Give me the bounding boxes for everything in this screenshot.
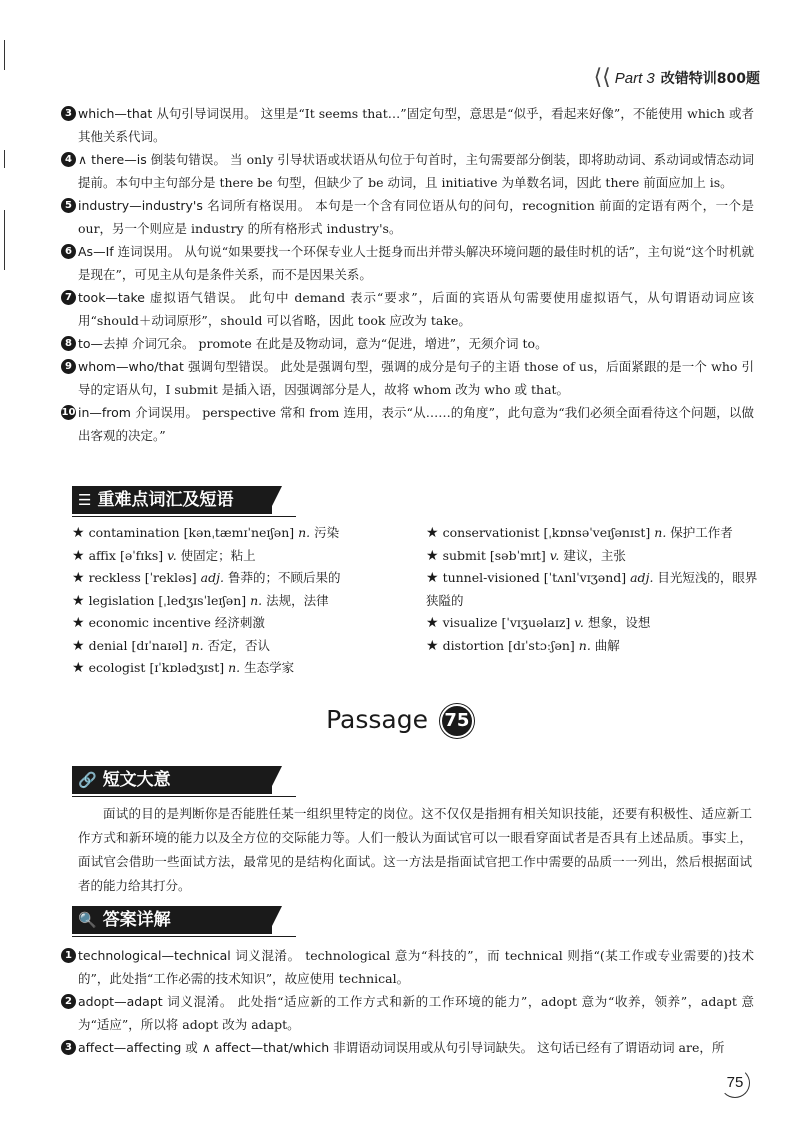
passage-number-badge: 75 — [440, 704, 474, 738]
vocab-entry: ★ contamination [kənˌtæmɪˈneɪʃən] n. 污染 — [72, 525, 340, 541]
star-icon: ★ — [72, 660, 85, 676]
passage-label: Passage — [326, 705, 428, 734]
answer-head: which—that 从句引导词误用。 — [78, 106, 257, 121]
vocab-entry: ★ distortion [dɪˈstɔːʃən] n. 曲解 — [426, 637, 620, 654]
vocab-entry: ★ legislation [ˌledʒɪsˈleɪʃən] n. 法规，法律 — [72, 592, 329, 609]
answer-body: 当 only 引导状语或状语从句位于句首时，主句需要部分倒装，即将助动词、系动词或情态动词提前。本句中主句部分是 there be 句型，但缺少了 be 动词，且 initiative 为单数名词，因此 there 前面应加上 is。 — [78, 152, 754, 190]
star-icon: ★ — [426, 637, 439, 654]
answer-head: affect—affecting 或 ∧ affect—that/which 非谓语动词误用或从句引导词缺失。 — [78, 1040, 534, 1055]
vocab-entry: ★ economic incentive 经济刺激 — [72, 615, 265, 631]
answer-number: 4 — [61, 152, 76, 167]
vocab-entry: ★ ecologist [ɪˈkɒlədʒɪst] n. 生态学家 — [72, 660, 295, 676]
answer-body: 从句说“如果要找一个环保专业人士挺身而出并带头解决环境问题的最佳时机的话”，主句说“这个时机就是现在”，可见主从句是条件关系，而不是因果关系。 — [78, 244, 755, 282]
answer-head: industry—industry's 名词所有格误用。 — [78, 198, 311, 213]
answer-item — [65, 240, 755, 286]
answer-number: 10 — [61, 407, 76, 418]
vocab-entry: ★ affix [əˈfɪks] v. 使固定；粘上 — [72, 547, 256, 564]
answer-number: 9 — [61, 359, 76, 374]
vocab-entry: ★ tunnel-visioned [ˈtʌnlˈvɪʒənd] adj. 目光短浅的，眼界狭隘的 — [426, 570, 758, 608]
answer-number: 8 — [61, 336, 76, 351]
answer-item — [65, 355, 754, 401]
vocab-entry: ★ conservationist [ˌkɒnsəˈveɪʃənɪst] n. 保护工作者 — [426, 525, 733, 541]
star-icon: ★ — [72, 547, 85, 564]
vocab-section-header — [72, 486, 286, 514]
margin-mark — [4, 150, 5, 168]
star-icon: ★ — [426, 547, 439, 564]
answer-body: 此处是强调句型，强调的成分是句子的主语 those of us，后面紧跟的是一个 who 引导的定语从句，I submit 是插入语，因强调部分是人，故将 whom 改为 who 或 that。 — [78, 359, 754, 397]
answer-item — [65, 194, 754, 240]
answer-item — [65, 1036, 754, 1059]
vocab-entry: ★ denial [dɪˈnaɪəl] n. 否定，否认 — [72, 637, 271, 654]
answer-body: perspective 常和 from 连用，表示“从……的角度”，此句意为“我们必须全面看待这个问题，以做出客观的决定。” — [78, 405, 754, 443]
answer-body: 这句话已经有了谓语动词 are，所 — [533, 1040, 725, 1055]
answers-section-title: 答案详解 — [102, 910, 171, 930]
answer-head: ∧ there—is 倒装句错误。 — [78, 152, 227, 167]
vocab-column-right — [426, 522, 762, 680]
star-icon: ★ — [72, 570, 85, 586]
answer-item — [61, 401, 754, 447]
answer-head: in—from 介词误用。 — [78, 405, 199, 420]
margin-mark — [4, 40, 5, 70]
vocab-section-title: 重难点词汇及短语 — [97, 490, 234, 510]
answer-head: whom—who/that 强调句型错误。 — [78, 359, 277, 374]
answer-body: 这里是“It seems that…”固定句型，意思是“似乎，看起来好像”，不能使用 which 或者其他关系代词。 — [78, 106, 754, 144]
star-icon: ★ — [426, 570, 439, 586]
page-header — [594, 66, 760, 90]
passage-title — [0, 704, 800, 738]
summary-section-header — [72, 766, 286, 794]
magnifier-icon: 🔍 — [78, 911, 97, 929]
answer-number: 3 — [61, 1040, 76, 1055]
answer-number: 6 — [61, 244, 76, 259]
vocab-entry: ★ submit [səbˈmɪt] v. 建议，主张 — [426, 547, 626, 564]
answer-item — [65, 944, 754, 990]
answer-item — [65, 148, 754, 194]
vocab-entry: ★ reckless [ˈrekləs] adj. 鲁莽的；不顾后果的 — [72, 570, 341, 586]
star-icon: ★ — [72, 525, 85, 541]
answer-head: technological—technical 词义混淆。 — [78, 948, 301, 963]
summary-section-title: 短文大意 — [102, 770, 171, 790]
link-icon: 🔗 — [78, 771, 97, 789]
list-icon: ☰ — [78, 491, 92, 509]
vocab-entry: ★ visualize [ˈvɪʒuəlaɪz] v. 想象，设想 — [426, 615, 651, 631]
answer-item — [65, 990, 754, 1036]
answer-head: As—If 连词误用。 — [78, 244, 181, 259]
answer-body: promote 在此是及物动词，意为“促进，增进”，无须介词 to。 — [194, 336, 548, 351]
header-part: Part 3 — [614, 69, 655, 87]
star-icon: ★ — [426, 525, 439, 541]
answers-top-list — [61, 102, 755, 447]
answer-head: adopt—adapt 词义混淆。 — [78, 994, 234, 1009]
star-icon: ★ — [426, 615, 439, 631]
answer-head: took—take 虚拟语气错误。 — [78, 290, 245, 305]
page-number: 75 — [720, 1068, 750, 1098]
answer-body: technological 意为“科技的”，而 technical 则指“(某工作或专业需要的)技术的”，此处指“工作必需的技术知识”，故应使用 technical。 — [78, 948, 754, 986]
answer-item — [65, 332, 754, 355]
answer-body: 本句是一个含有同位语从句的问句，recognition 前面的定语有两个，一个是 our，另一个则应是 industry 的所有格形式 industry's。 — [78, 198, 754, 236]
answer-body: 此句中 demand 表示“要求”，后面的宾语从句需要使用虚拟语气，从句谓语动词应该用“should＋动词原形”，should 可以省略，因此 took 应改为 take。 — [78, 290, 754, 328]
answer-number: 5 — [61, 198, 76, 213]
answer-number: 2 — [61, 994, 76, 1009]
answer-item — [65, 102, 754, 148]
vocab-list — [72, 522, 762, 680]
summary-paragraph: 面试的目的是判断你是否能胜任某一组织里特定的岗位。这不仅仅是指拥有相关知识技能，还要有积极性、适应新工作方式和新环境的能力以及全方位的交际能力等。人们一般认为面试官可以一眼看穿面试者是否具有上述品质。事实上，面试官会借助一些面试方法，最常见的是结构化面试。这一方法是指面试官把工作中需要的品质一一列出，然后根据面试者的能力给其打分。 — [78, 806, 752, 893]
answer-item — [65, 286, 754, 332]
answer-head: to—去掉 介词冗余。 — [78, 336, 195, 351]
vocab-column-left — [72, 522, 426, 680]
answers-section-header — [72, 906, 286, 934]
star-icon: ★ — [72, 592, 85, 609]
answers-bottom-list — [65, 944, 754, 1059]
answer-number: 3 — [61, 106, 76, 121]
header-bracket-icon: ⟨⟨ — [593, 65, 611, 90]
margin-mark — [4, 210, 5, 270]
answer-number: 7 — [61, 290, 76, 305]
answer-number: 1 — [61, 948, 76, 963]
header-title: 改错特训800题 — [660, 71, 760, 87]
star-icon: ★ — [72, 615, 85, 631]
answer-body: 此处指“适应新的工作方式和新的工作环境的能力”，adopt 意为“收养，领养”，adapt 意为“适应”，所以将 adopt 改为 adapt。 — [78, 994, 754, 1032]
star-icon: ★ — [72, 637, 85, 654]
